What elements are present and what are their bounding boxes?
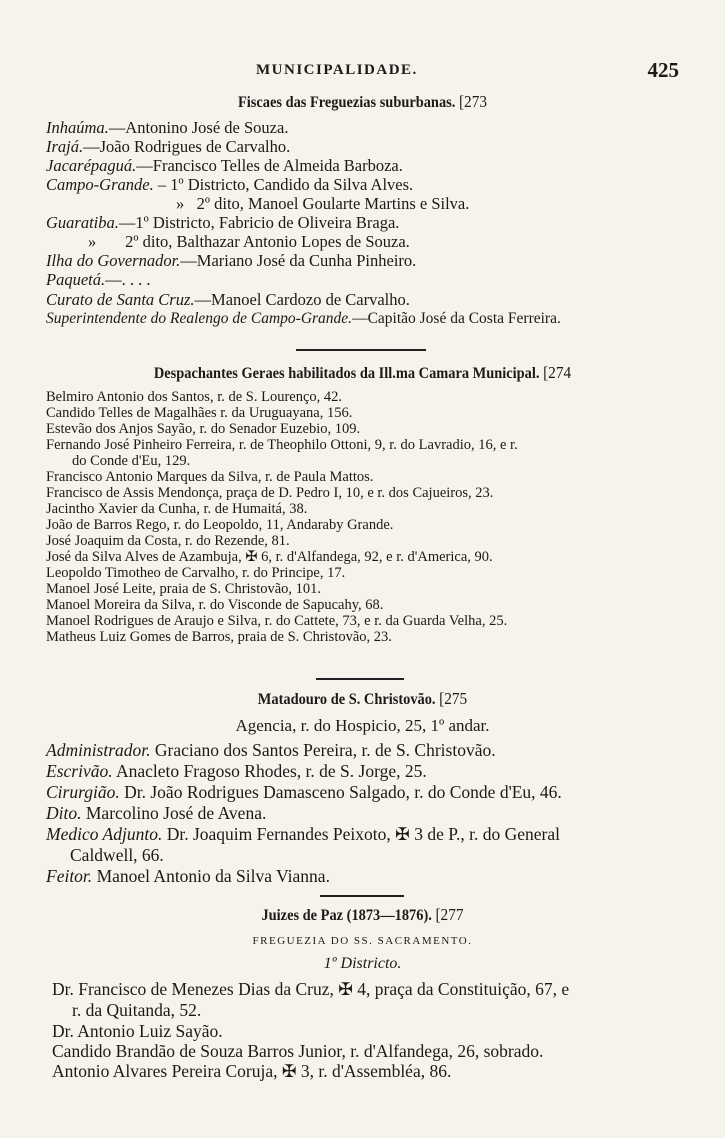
- list-item: Belmiro Antonio dos Santos, r. de S. Lourenço, 42.: [46, 389, 343, 405]
- section-divider: [316, 678, 404, 680]
- list-item: Ilha do Governador.—Mariano José da Cunha Pinheiro.: [46, 251, 417, 270]
- list-item: José Joaquim da Costa, r. do Rezende, 81.: [46, 533, 290, 549]
- list-item: » 2º dito, Manoel Goularte Martins e Silva.: [176, 194, 470, 213]
- section-title-matadouro: Matadouro de S. Christovão. [275: [257, 689, 468, 708]
- section-title-juizes: Juizes de Paz (1873—1876). [277: [261, 905, 464, 924]
- parish-heading: FREGUEZIA DO SS. SACRAMENTO.: [252, 935, 473, 947]
- list-item: Francisco Antonio Marques da Silva, r. de Paula Mattos.: [46, 469, 374, 485]
- list-item: Paquetá.—. . . .: [46, 270, 151, 289]
- list-item: Curato de Santa Cruz.—Manoel Cardozo de Carvalho.: [46, 290, 410, 309]
- list-item: Feitor. Manoel Antonio da Silva Vianna.: [46, 866, 330, 886]
- list-item: Escrivão. Anacleto Fragoso Rhodes, r. de S. Jorge, 25.: [46, 761, 427, 781]
- list-item: Medico Adjunto. Dr. Joaquim Fernandes Peixoto, ✠ 3 de P., r. do General: [46, 824, 560, 844]
- list-item: Superintendente do Realengo de Campo-Grande.—Capitão José da Costa Ferreira.: [46, 310, 561, 327]
- list-item: Candido Telles de Magalhães r. da Uruguayana, 156.: [46, 405, 353, 421]
- list-item: Inhaúma.—Antonino José de Souza.: [46, 118, 289, 137]
- list-item: » 2º dito, Balthazar Antonio Lopes de Souza.: [88, 232, 410, 251]
- list-item: Guaratiba.—1º Districto, Fabricio de Oliveira Braga.: [46, 213, 400, 232]
- list-item: João de Barros Rego, r. do Leopoldo, 11, Andaraby Grande.: [46, 517, 394, 533]
- list-item: Campo-Grande. – 1º Districto, Candido da Silva Alves.: [46, 175, 414, 194]
- section-title-fiscaes: Fiscaes das Freguezias suburbanas. [273: [237, 92, 488, 111]
- running-title: MUNICIPALIDADE.: [256, 62, 418, 78]
- list-item: Manoel José Leite, praia de S. Christovão, 101.: [46, 581, 322, 597]
- list-item: Leopoldo Timotheo de Carvalho, r. do Principe, 17.: [46, 565, 346, 581]
- list-item: Manoel Moreira da Silva, r. do Visconde de Sapucahy, 68.: [46, 597, 384, 613]
- list-item: Cirurgião. Dr. João Rodrigues Damasceno Salgado, r. do Conde d'Eu, 46.: [46, 782, 562, 802]
- list-item: do Conde d'Eu, 129.: [72, 453, 191, 469]
- list-item: Dito. Marcolino José de Avena.: [46, 803, 267, 823]
- list-item: Candido Brandão de Souza Barros Junior, r. d'Alfandega, 26, sobrado.: [52, 1041, 544, 1061]
- list-item: r. da Quitanda, 52.: [72, 1000, 202, 1020]
- page-header: [0, 58, 725, 86]
- section-title-despachantes: Despachantes Geraes habilitados da Ill.ma Camara Municipal. [274: [153, 363, 572, 382]
- list-item: Estevão dos Anjos Sayão, r. do Senador Euzebio, 109.: [46, 421, 361, 437]
- list-item: Irajá.—João Rodrigues de Carvalho.: [46, 137, 291, 156]
- section-divider: [320, 895, 404, 897]
- page-number: 425: [647, 58, 679, 82]
- list-item: Caldwell, 66.: [70, 845, 164, 865]
- list-item: José da Silva Alves de Azambuja, ✠ 6, r. d'Alfandega, 92, e r. d'America, 90.: [46, 549, 493, 565]
- section-subtitle: Agencia, r. do Hospicio, 25, 1º andar.: [235, 716, 490, 735]
- list-item: Dr. Francisco de Menezes Dias da Cruz, ✠ 4, praça da Constituição, 67, e: [52, 979, 570, 999]
- list-item: Matheus Luiz Gomes de Barros, praia de S. Christovão, 23.: [46, 629, 392, 645]
- list-item: Fernando José Pinheiro Ferreira, r. de Theophilo Ottoni, 9, r. do Lavradio, 16, e r.: [46, 437, 518, 453]
- section-divider: [296, 349, 426, 351]
- list-item: Jacintho Xavier da Cunha, r. de Humaitá, 38.: [46, 501, 308, 517]
- list-item: Manoel Rodrigues de Araujo e Silva, r. do Cattete, 73, e r. da Guarda Velha, 25.: [46, 613, 508, 629]
- list-item: Francisco de Assis Mendonça, praça de D. Pedro I, 10, e r. dos Cajueiros, 23.: [46, 485, 494, 501]
- list-item: Administrador. Graciano dos Santos Pereira, r. de S. Christovão.: [46, 740, 496, 760]
- district-heading: 1º Districto.: [323, 955, 402, 972]
- list-item: Jacarépaguá.—Francisco Telles de Almeida Barboza.: [46, 156, 403, 175]
- list-item: Dr. Antonio Luiz Sayão.: [52, 1021, 223, 1041]
- list-item: Antonio Alvares Pereira Coruja, ✠ 3, r. d'Assembléa, 86.: [52, 1061, 452, 1081]
